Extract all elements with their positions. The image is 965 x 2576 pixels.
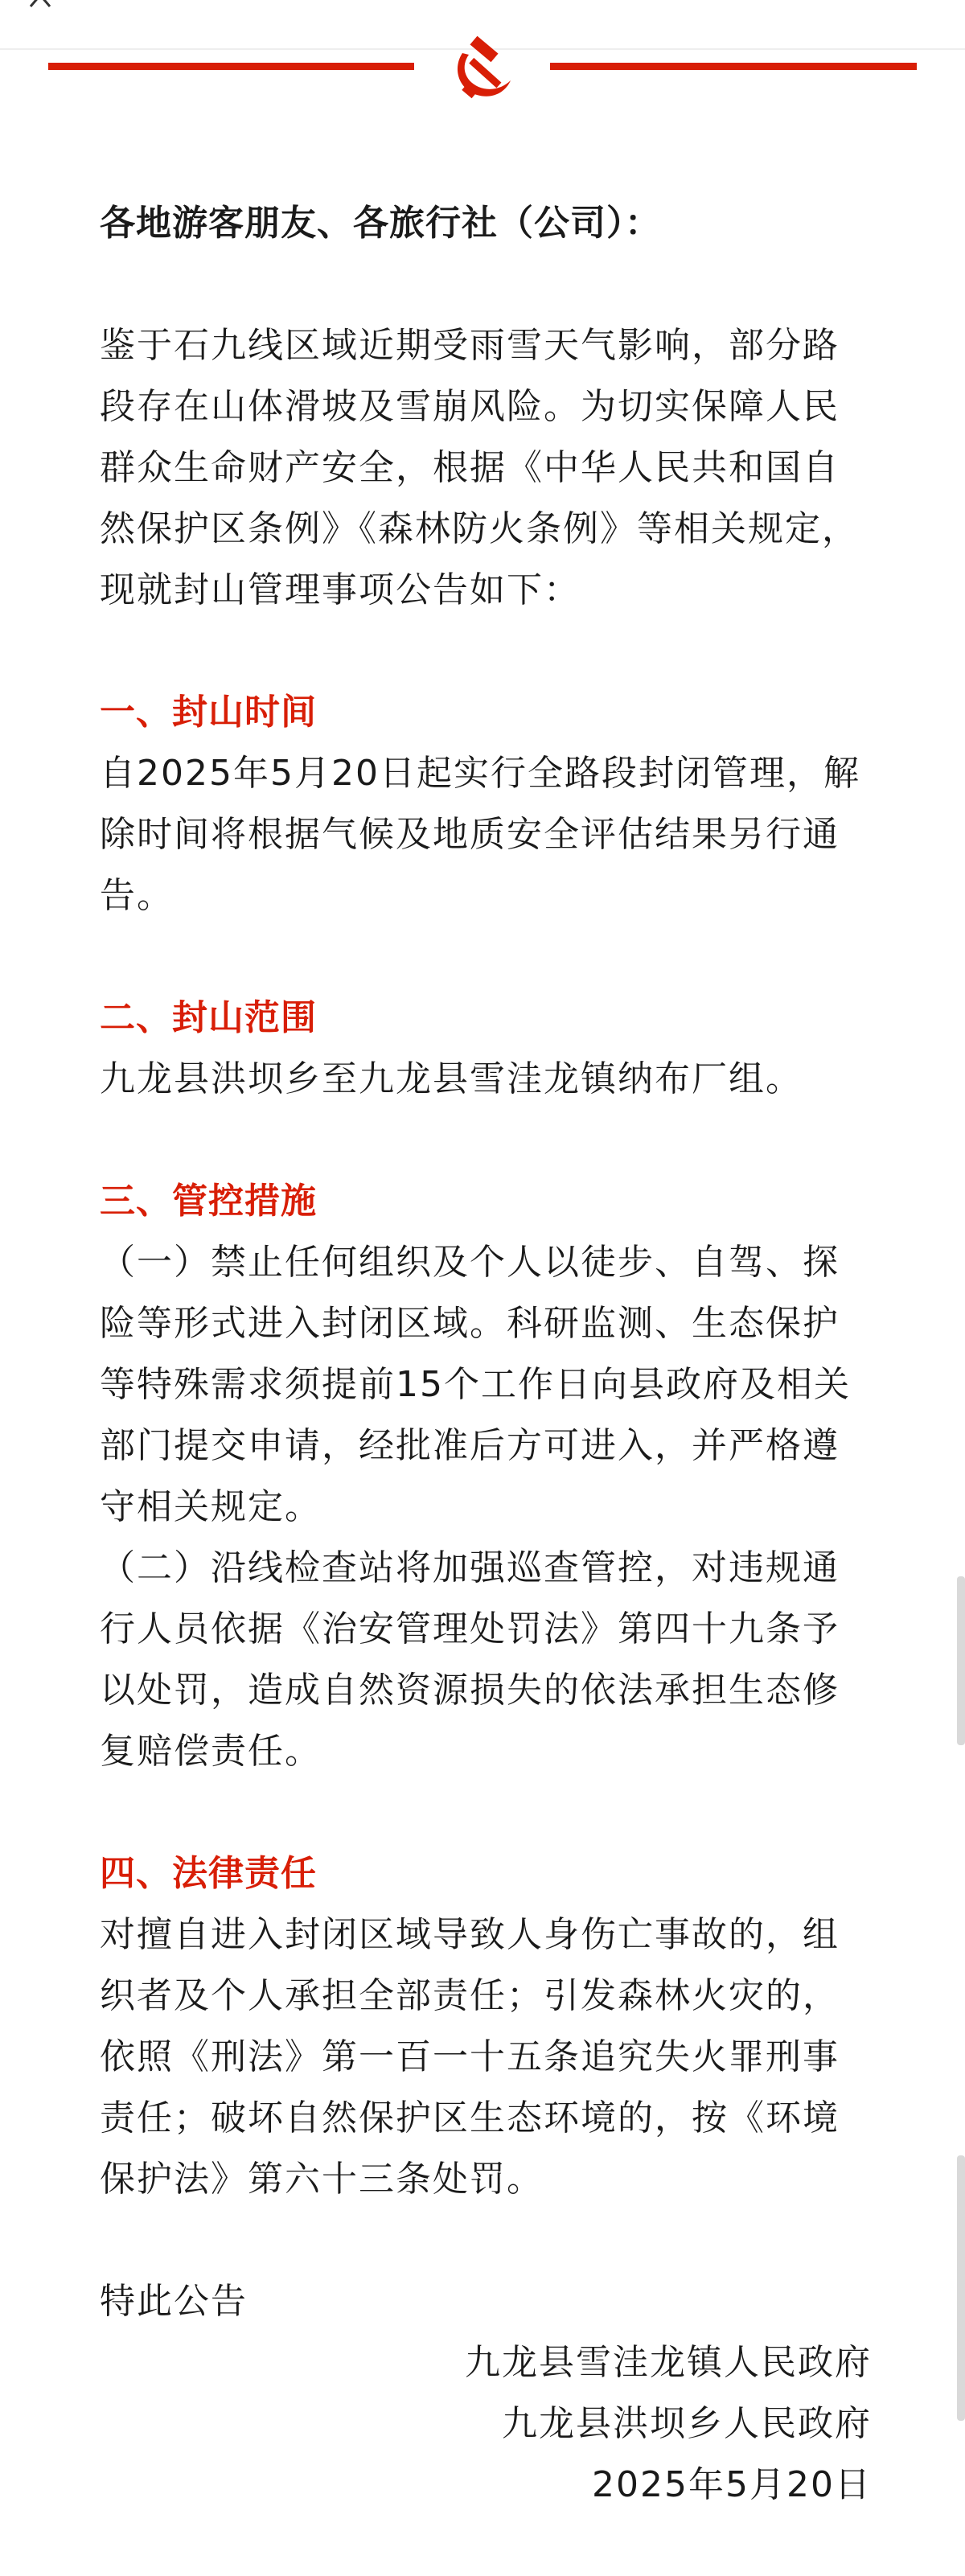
- section-paragraph: （一）禁止任何组织及个人以徒步、自驾、探险等形式进入封闭区域。科研监测、生态保护等特殊需求须提前15个工作日向县政府及相关部门提交申请，经批准后方可进入，并严格遵守相关规定。: [100, 1242, 851, 1527]
- section-title-scope: 二、封山范围: [100, 997, 317, 1038]
- scrollbar-thumb[interactable]: [957, 1576, 965, 1745]
- signature-line: 九龙县洪坝乡人民政府: [502, 2403, 872, 2444]
- header-rule-left: [48, 63, 414, 70]
- scrollbar-thumb[interactable]: [957, 2155, 965, 2421]
- intro-paragraph: 鉴于石九线区域近期受雨雪天气影响，部分路段存在山体滑坡及雪崩风险。为切实保障人民群众生命财产安全，根据《中华人民共和国自然保护区条例》《森林防火条例》等相关规定，现就封山管理事项公告如下：: [100, 325, 859, 610]
- header-emblem-row: [0, 35, 965, 108]
- salutation: 各地游客朋友、各旅行社（公司）：: [100, 203, 661, 244]
- signature-date: 2025年5月20日: [592, 2464, 872, 2505]
- section-paragraph: 自2025年5月20日起实行全路段封闭管理，解除时间将根据气候及地质安全评估结果另行通告。: [100, 753, 860, 916]
- party-emblem-icon: [446, 35, 519, 108]
- closing-text: 特此公告: [100, 2281, 248, 2322]
- notice-body: [100, 193, 872, 2516]
- signature-line: 九龙县雪洼龙镇人民政府: [465, 2342, 872, 2383]
- section-title-liability: 四、法律责任: [100, 1853, 317, 1894]
- chevron-up-icon[interactable]: [24, 0, 56, 16]
- section-title-time: 一、封山时间: [100, 692, 317, 733]
- section-paragraph: 对擅自进入封闭区域导致人身伤亡事故的，组织者及个人承担全部责任；引发森林火灾的，依照《刑法》第一百一十五条追究失火罪刑事责任；破坏自然保护区生态环境的，按《环境保护法》第六十三条处罚。: [100, 1914, 840, 2200]
- section-title-measures: 三、管控措施: [100, 1181, 317, 1222]
- header-rule-right: [550, 63, 917, 70]
- section-paragraph: 九龙县洪坝乡至九龙县雪洼龙镇纳布厂组。: [100, 1058, 803, 1099]
- section-paragraph: （二）沿线检查站将加强巡查管控，对违规通行人员依据《治安管理处罚法》第四十九条予以处罚，造成自然资源损失的依法承担生态修复赔偿责任。: [100, 1547, 840, 1772]
